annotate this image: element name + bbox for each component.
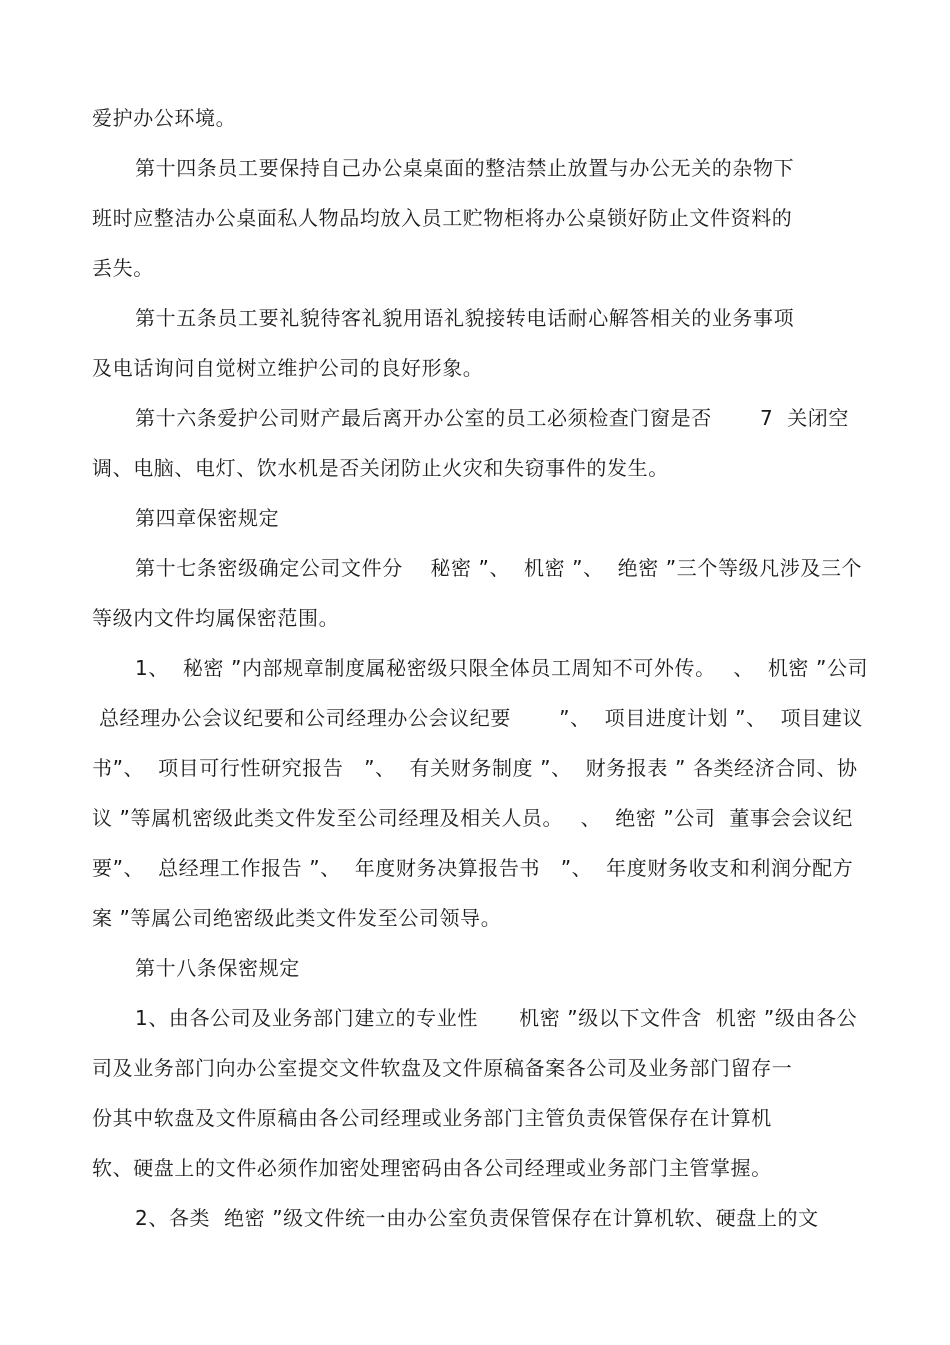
text-line: 丢失。 — [92, 256, 154, 280]
text-line: 份其中软盘及文件原稿由各公司经理或业务部门主管负责保管保存在计算机 — [92, 1106, 772, 1130]
text-line: 第十四条员工要保持自己办公桌桌面的整洁禁止放置与办公无关的杂物下 — [135, 156, 795, 180]
text-line: 1、 秘密 ”内部规章制度属秘密级只限全体员工周知不可外传。 、 机密 ”公司 — [135, 656, 869, 680]
text-line: 2、各类 绝密 ”级文件统一由办公室负责保管保存在计算机软、硬盘上的文 — [135, 1206, 819, 1230]
text-line: 1、由各公司及业务部门建立的专业性 机密 ”级以下文件含 机密 ”级由各公 — [135, 1006, 858, 1030]
text-line: 班时应整洁办公桌面私人物品均放入员工贮物柜将办公桌锁好防止文件资料的 — [92, 206, 793, 230]
text-line: 总经理办公会议纪要和公司经理办公会议纪要 ”、 项目进度计划 ”、 项目建议 — [92, 706, 864, 730]
text-line: 司及业务部门向办公室提交文件软盘及文件原稿备案各公司及业务部门留存一 — [92, 1056, 793, 1080]
text-line: 第十六条爱护公司财产最后离开办公室的员工必须检查门窗是否 7 关闭空 — [135, 406, 849, 430]
text-line: 调、电脑、电灯、饮水机是否关闭防止火灾和失窃事件的发生。 — [92, 456, 669, 480]
text-line: 第十五条员工要礼貌待客礼貌用语礼貌接转电话耐心解答相关的业务事项 — [135, 306, 795, 330]
text-line: 书”、 项目可行性研究报告 ”、 有关财务制度 ”、 财务报表 ” 各类经济合同、协 — [92, 756, 858, 780]
text-line: 等级内文件均属保密范围。 — [92, 606, 340, 630]
text-line: 爱护办公环境。 — [92, 106, 237, 130]
text-line: 案 ”等属公司绝密级此类文件发至公司领导。 — [92, 906, 502, 930]
text-line: 议 ”等属机密级此类文件发至公司经理及相关人员。 、 绝密 ”公司 董事会会议纪 — [92, 806, 854, 830]
text-line: 第十七条密级确定公司文件分 秘密 ”、 机密 ”、 绝密 ”三个等级凡涉及三个 — [135, 556, 863, 580]
text-line: 软、硬盘上的文件必须作加密处理密码由各公司经理或业务部门主管掌握。 — [92, 1156, 772, 1180]
text-line: 要”、 总经理工作报告 ”、 年度财务决算报告书 ”、 年度财务收支和利润分配方 — [92, 856, 854, 880]
text-line: 及电话询问自觉树立维护公司的良好形象。 — [92, 356, 484, 380]
section-heading: 第四章保密规定 — [135, 506, 280, 530]
section-heading: 第十八条保密规定 — [135, 956, 300, 980]
